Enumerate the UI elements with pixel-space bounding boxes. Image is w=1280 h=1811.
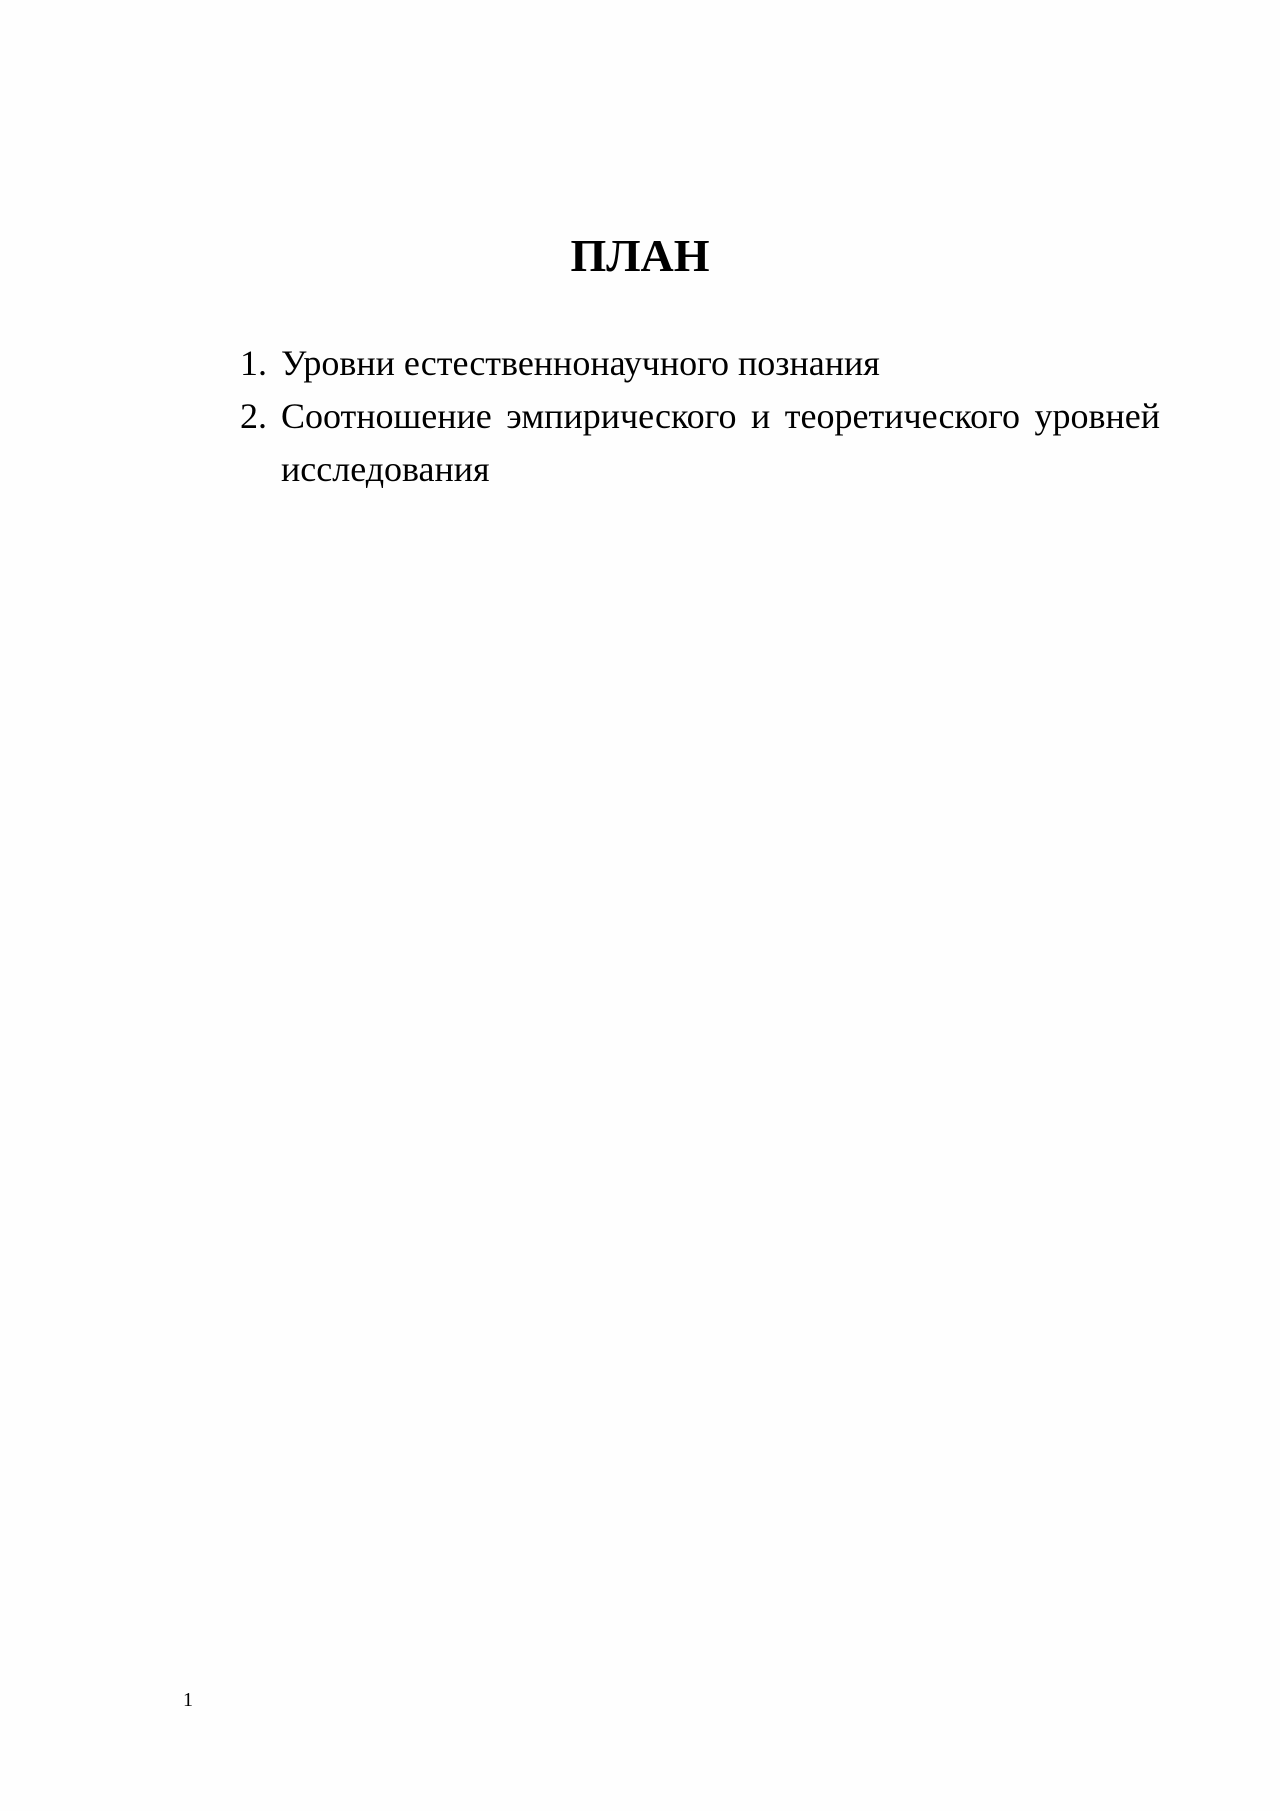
list-item [240,390,1160,496]
list-item-number: 2. [240,396,267,436]
list-item-number: 1. [240,343,267,383]
list-item-text: Уровни естественнонаучного познания [281,343,880,383]
plan-list [240,337,1160,496]
list-item [240,337,1160,390]
page-number: 1 [183,1689,193,1711]
list-item-text: Соотношение эмпирического и теоретического уровней исследования [281,396,1160,489]
page-title: ПЛАН [570,230,710,281]
